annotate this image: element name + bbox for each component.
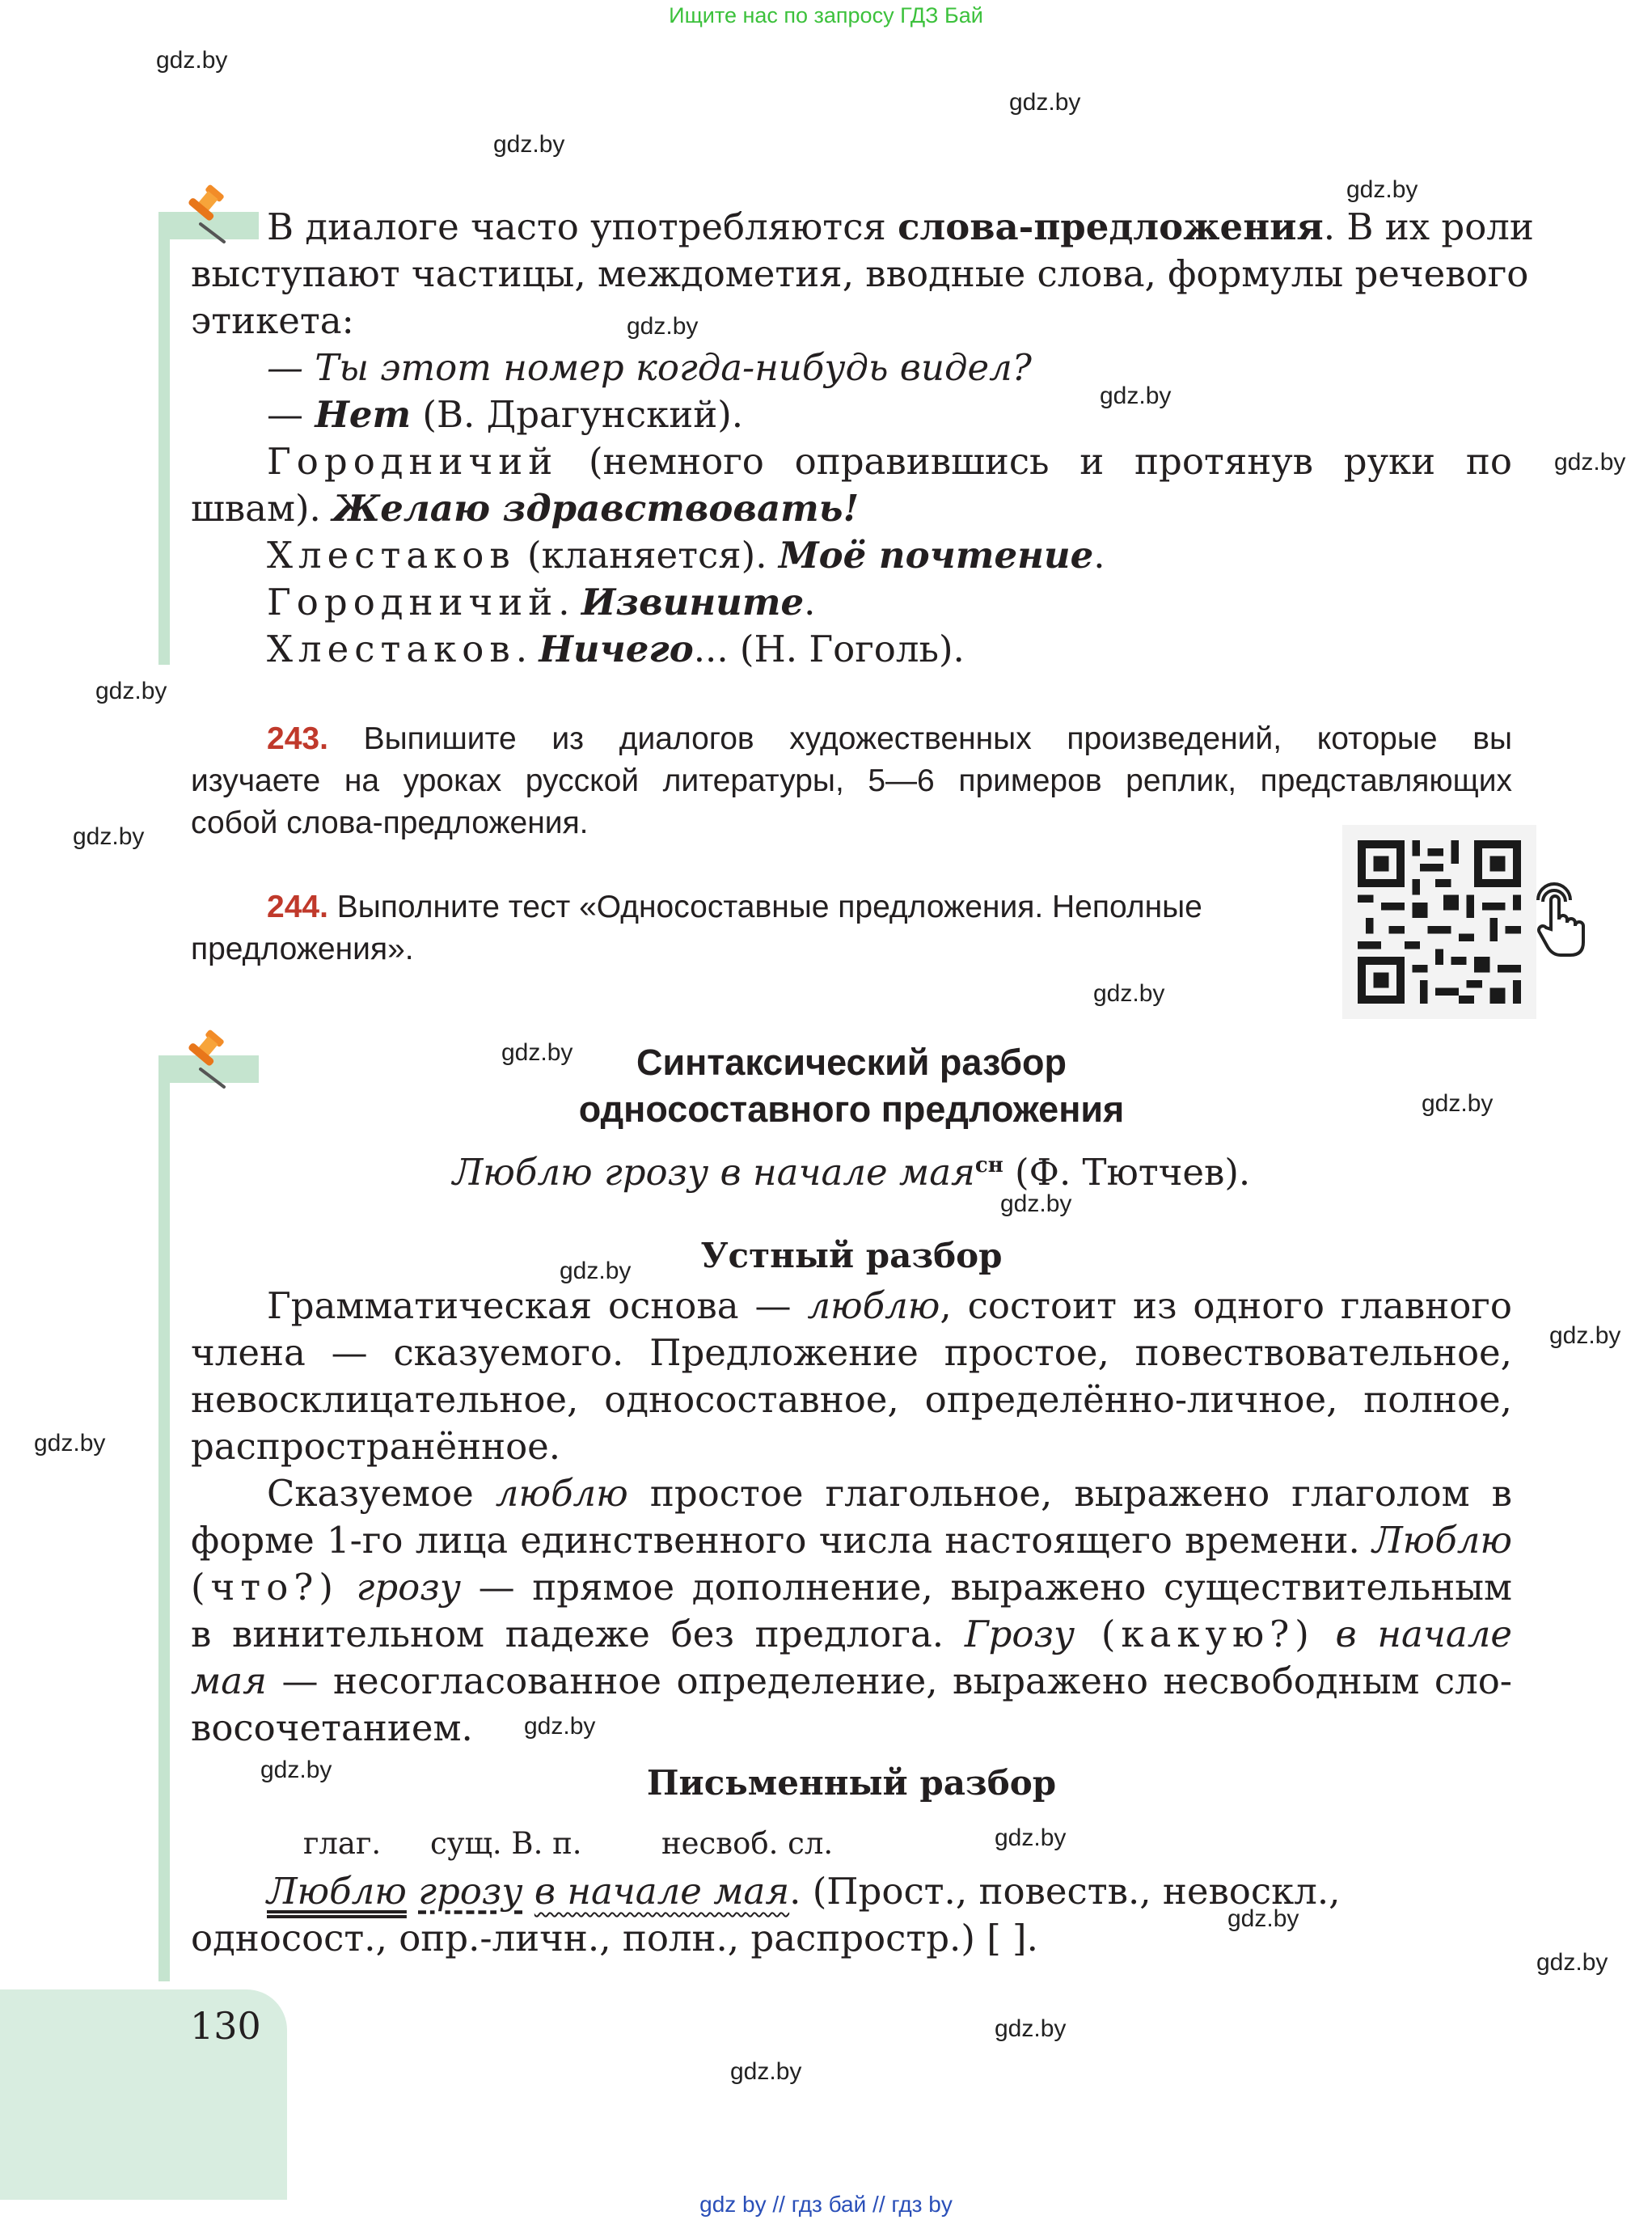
dialogue-bold: Желаю здравствовать!	[332, 487, 860, 530]
label-phrase: несвоб. сл.	[661, 1826, 834, 1861]
page-number: 130	[190, 2004, 261, 2048]
section-title: Синтаксический разбор	[636, 1042, 1067, 1083]
task-243-line: собой слова-предложения.	[191, 805, 589, 840]
example-sup: сн	[974, 1153, 1003, 1178]
watermark: gdz.by	[1000, 1190, 1072, 1217]
dialogue-line	[267, 391, 743, 438]
oral-line: восочетанием.	[191, 1706, 473, 1749]
touch-hand-icon	[1528, 877, 1593, 958]
oral-line	[267, 1470, 1512, 1517]
oral-line	[267, 1283, 1512, 1330]
stage-direction: (немного оправившись и протянув руки по	[558, 440, 1512, 483]
dialogue-line: — Ты этот номер когда-нибудь видел?	[267, 346, 1032, 389]
italic-term: люблю	[495, 1472, 628, 1515]
written-characteristics: . (Прост., повеств., невоскл.,	[789, 1870, 1341, 1913]
dialogue-bold: Извините	[581, 581, 805, 624]
task-number: 244.	[267, 890, 328, 924]
footer-links[interactable]: gdz by // гдз бай // гдз by	[699, 2192, 953, 2217]
italic-term: в начале	[1314, 1613, 1512, 1655]
italic-term: Грозу	[964, 1613, 1075, 1655]
oral-line	[191, 1564, 1512, 1611]
watermark: gdz.by	[627, 313, 699, 340]
text: простое глагольное, выражено глаголом в	[627, 1472, 1512, 1515]
task-244-line	[267, 886, 1202, 928]
oral-line: члена — сказуемого. Предложение простое, повествовательное,	[191, 1331, 1512, 1374]
text: Сказуемое	[267, 1472, 496, 1515]
watermark: gdz.by	[1422, 1090, 1494, 1117]
dialogue-line	[267, 438, 1512, 485]
example-author: (Ф. Тютчев).	[1003, 1151, 1251, 1194]
written-line: односост., опр.-личн., полн., распростр.) [ ].	[191, 1917, 1038, 1960]
dialogue-source: ... (Н. Гоголь).	[693, 628, 965, 670]
watermark: gdz.by	[156, 47, 228, 74]
watermark: gdz.by	[995, 1824, 1067, 1851]
italic-term: Люблю	[1372, 1519, 1512, 1562]
watermark: gdz.by	[95, 678, 167, 704]
watermark: gdz.by	[501, 1039, 573, 1066]
label-verb: глаг.	[303, 1826, 382, 1861]
object-word: грозу	[418, 1870, 523, 1913]
text: — несогласованное определение, выражено несвободным сло-	[266, 1660, 1512, 1702]
character-name: Городничий	[267, 440, 559, 483]
oral-line: невосклицательное, односоставное, определённо-личное, полное,	[191, 1378, 1512, 1421]
watermark: gdz.by	[1346, 176, 1418, 203]
watermark: gdz.by	[260, 1757, 332, 1783]
qr-code[interactable]	[1342, 825, 1536, 1019]
text: в винительном падеже без предлога.	[191, 1613, 965, 1655]
oral-line	[191, 1517, 1512, 1564]
dialogue-source: (В. Драгунский).	[411, 393, 744, 436]
watermark: gdz.by	[1549, 1322, 1621, 1349]
attribute-phrase: в начале мая	[534, 1870, 790, 1913]
watermark: gdz.by	[1536, 1949, 1608, 1976]
oral-heading: Устный разбор	[700, 1236, 1003, 1275]
rule-text-line: этикета:	[191, 299, 354, 342]
written-heading: Письменный разбор	[646, 1763, 1057, 1803]
oral-line	[191, 1658, 1512, 1705]
predicate-word: Люблю	[267, 1870, 407, 1913]
watermark: gdz.by	[34, 1430, 106, 1457]
watermark: gdz.by	[995, 2015, 1067, 2042]
watermark: gdz.by	[524, 1713, 596, 1740]
stage-direction: (кланяется).	[515, 534, 779, 577]
dialogue-bold: Нет	[315, 393, 412, 436]
punct: .	[1093, 534, 1105, 577]
rule-text-line	[267, 204, 1534, 251]
punct: .	[515, 628, 539, 670]
dialogue-line	[267, 626, 965, 673]
rule-margin-line	[158, 1055, 170, 1981]
task-text: Выпишите из диалогов художественных произведений, которые вы	[327, 721, 1512, 756]
term-bold: слова-предложения	[898, 205, 1324, 248]
rule-text: . В их роли	[1323, 205, 1534, 248]
watermark: gdz.by	[560, 1258, 632, 1284]
character-name: Городничий	[267, 581, 559, 624]
character-name: Хлестаков	[267, 534, 516, 577]
task-244-line: предложения».	[191, 932, 414, 966]
watermark: gdz.by	[730, 2058, 802, 2085]
watermark: gdz.by	[1100, 383, 1172, 409]
example-text: Люблю грозу в начале мая	[452, 1151, 975, 1194]
task-text: Выполните тест «Односоставные предложения. Неполные	[327, 890, 1202, 924]
punct: .	[804, 581, 816, 624]
oral-line: распространённое.	[191, 1425, 561, 1468]
text: — прямое дополнение, выражено существительным	[460, 1566, 1513, 1609]
dialogue-line	[267, 532, 1105, 579]
label-noun: сущ. В. п.	[430, 1826, 582, 1861]
text: форме 1-го лица единственного числа настоящего времени.	[191, 1519, 1373, 1562]
question: (что?)	[191, 1566, 339, 1609]
stage-direction: швам).	[191, 487, 333, 530]
section-title: односоставного предложения	[578, 1089, 1125, 1130]
example-sentence	[191, 1142, 1512, 1196]
rule-text: В диалоге часто употребляются	[267, 205, 898, 248]
task-243-line	[267, 718, 1512, 760]
character-name: Хлестаков	[267, 628, 516, 670]
dialogue-line	[267, 579, 815, 626]
watermark: gdz.by	[1554, 449, 1626, 476]
task-243-line: изучаете на уроках русской литературы, 5—6 примеров реплик, представляющих	[191, 763, 1512, 798]
dialogue-bold: Ничего	[539, 628, 694, 670]
task-number: 243.	[267, 721, 328, 756]
pushpin-icon	[180, 182, 244, 247]
dash: —	[267, 393, 315, 436]
punct: .	[558, 581, 581, 624]
watermark: gdz.by	[73, 823, 145, 850]
text: , состоит из одного главного	[940, 1284, 1512, 1327]
watermark: gdz.by	[493, 131, 565, 158]
watermark: gdz.by	[1227, 1905, 1299, 1932]
top-search-hint[interactable]: Ищите нас по запросу ГДЗ Бай	[669, 3, 983, 27]
oral-line	[191, 1611, 1512, 1658]
dialogue-bold: Моё почтение	[778, 534, 1094, 577]
dialogue-line	[191, 485, 859, 532]
text: Грамматическая основа —	[267, 1284, 808, 1327]
rule-margin-line	[158, 212, 170, 665]
written-line	[267, 1868, 1340, 1915]
watermark: gdz.by	[1093, 980, 1165, 1007]
italic-term: люблю	[807, 1284, 940, 1327]
italic-term: грозу	[338, 1566, 461, 1609]
italic-term: мая	[191, 1660, 267, 1702]
watermark: gdz.by	[1009, 89, 1081, 116]
question: (какую?)	[1075, 1613, 1315, 1655]
rule-text-line: выступают частицы, междометия, вводные слова, формулы речевого	[191, 252, 1529, 295]
